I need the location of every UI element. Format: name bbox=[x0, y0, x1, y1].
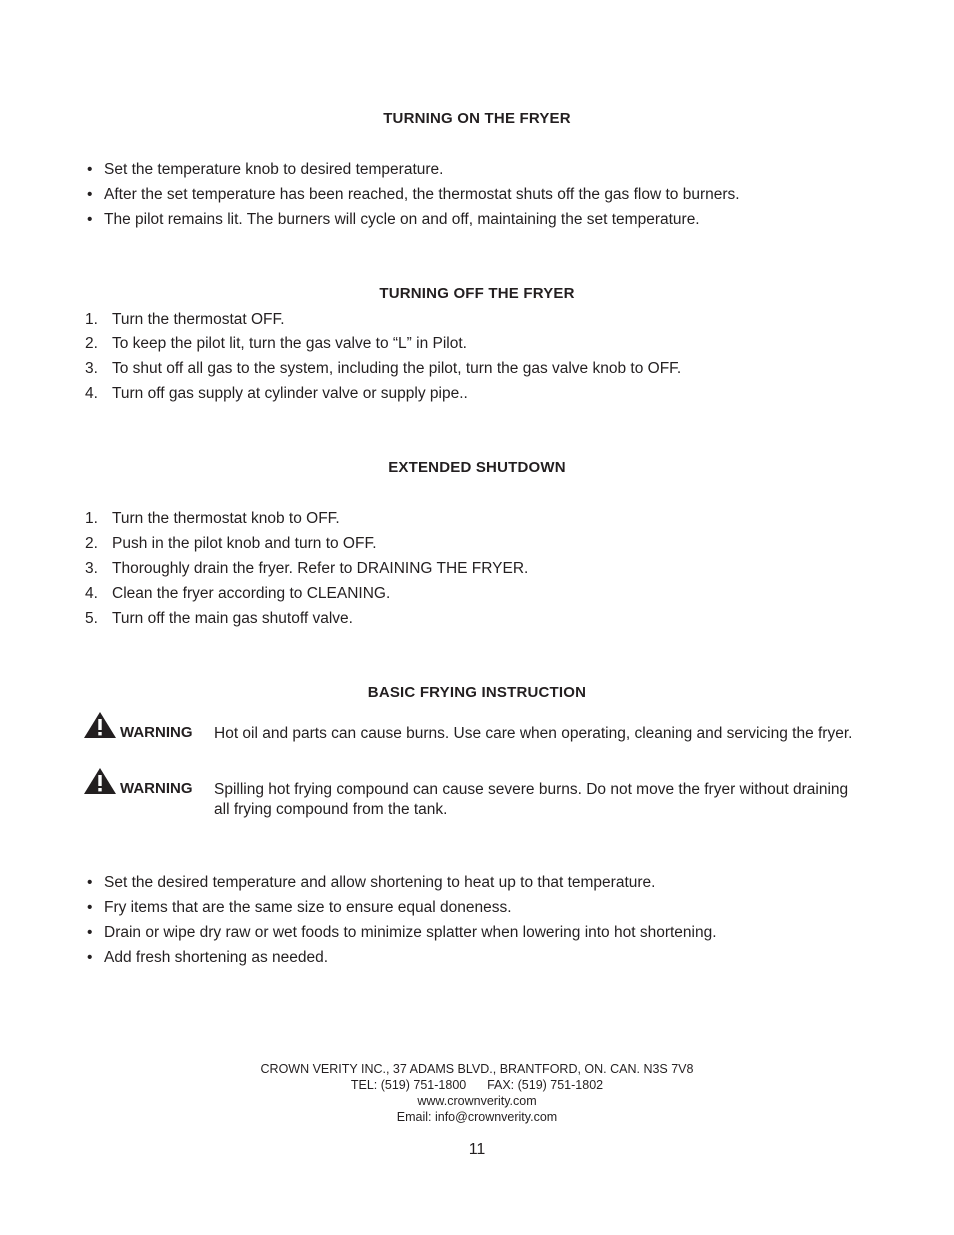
list-number: 4. bbox=[85, 385, 98, 402]
bullet-glyph: • bbox=[87, 186, 93, 203]
footer-phone: TEL: (519) 751-1800 FAX: (519) 751-1802 bbox=[350, 1078, 604, 1092]
bullet-glyph: • bbox=[87, 211, 93, 228]
list-number: 5. bbox=[85, 610, 98, 627]
warning-label: WARNING bbox=[120, 780, 193, 797]
warning-triangle-icon bbox=[83, 767, 117, 795]
list-item-text: Thoroughly drain the fryer. Refer to DRAINING THE FRYER. bbox=[112, 560, 529, 577]
list-item-text: To shut off all gas to the system, including the pilot, turn the gas valve knob to OFF. bbox=[112, 360, 682, 377]
list-item-text: To keep the pilot lit, turn the gas valve to “L” in Pilot. bbox=[112, 335, 467, 352]
list-item-text: Fry items that are the same size to ensure equal doneness. bbox=[104, 899, 512, 916]
page-number: 11 bbox=[468, 1141, 486, 1158]
list-number: 1. bbox=[85, 510, 98, 527]
list-item-text: Turn off gas supply at cylinder valve or supply pipe.. bbox=[112, 385, 468, 402]
warning-text: Spilling hot frying compound can cause severe burns. Do not move the fryer without draining all frying compound from the tank. bbox=[214, 781, 849, 818]
section-title-extended-shutdown: EXTENDED SHUTDOWN bbox=[388, 459, 566, 476]
bullet-glyph: • bbox=[87, 899, 93, 916]
footer-address: CROWN VERITY INC., 37 ADAMS BLVD., BRANTFORD, ON. CAN. N3S 7V8 bbox=[260, 1062, 694, 1076]
warning-triangle-icon bbox=[83, 711, 117, 739]
list-item-text: Drain or wipe dry raw or wet foods to minimize splatter when lowering into hot shortening. bbox=[104, 924, 717, 941]
bullet-glyph: • bbox=[87, 949, 93, 966]
list-number: 1. bbox=[85, 311, 98, 328]
list-number: 4. bbox=[85, 585, 98, 602]
bullet-glyph: • bbox=[87, 874, 93, 891]
footer-email: Email: info@crownverity.com bbox=[396, 1110, 558, 1124]
bullet-glyph: • bbox=[87, 924, 93, 941]
list-number: 2. bbox=[85, 535, 98, 552]
bullet-glyph: • bbox=[87, 161, 93, 178]
list-item-text: Turn the thermostat OFF. bbox=[112, 311, 285, 328]
list-item-text: Clean the fryer according to CLEANING. bbox=[112, 585, 391, 602]
list-item-text: Push in the pilot knob and turn to OFF. bbox=[112, 535, 377, 552]
footer-website: www.crownverity.com bbox=[417, 1094, 537, 1108]
list-item-text: Turn off the main gas shutoff valve. bbox=[112, 610, 353, 627]
warning-label: WARNING bbox=[120, 724, 193, 741]
list-item-text: After the set temperature has been reached, the thermostat shuts off the gas flow to burners. bbox=[104, 186, 740, 203]
section-title-basic-frying: BASIC FRYING INSTRUCTION bbox=[367, 684, 587, 701]
list-item-text: Turn the thermostat knob to OFF. bbox=[112, 510, 340, 527]
list-number: 2. bbox=[85, 335, 98, 352]
section-title-turning-on: TURNING ON THE FRYER bbox=[383, 110, 571, 127]
list-item-text: The pilot remains lit. The burners will cycle on and off, maintaining the set temperature. bbox=[104, 211, 700, 228]
list-item-text: Set the desired temperature and allow shortening to heat up to that temperature. bbox=[104, 874, 656, 891]
warning-text: Hot oil and parts can cause burns. Use care when operating, cleaning and servicing the fryer. bbox=[214, 725, 853, 742]
list-item-text: Set the temperature knob to desired temperature. bbox=[104, 161, 444, 178]
section-title-turning-off: TURNING OFF THE FRYER bbox=[379, 285, 575, 302]
list-number: 3. bbox=[85, 560, 98, 577]
list-number: 3. bbox=[85, 360, 98, 377]
list-item-text: Add fresh shortening as needed. bbox=[104, 949, 329, 966]
